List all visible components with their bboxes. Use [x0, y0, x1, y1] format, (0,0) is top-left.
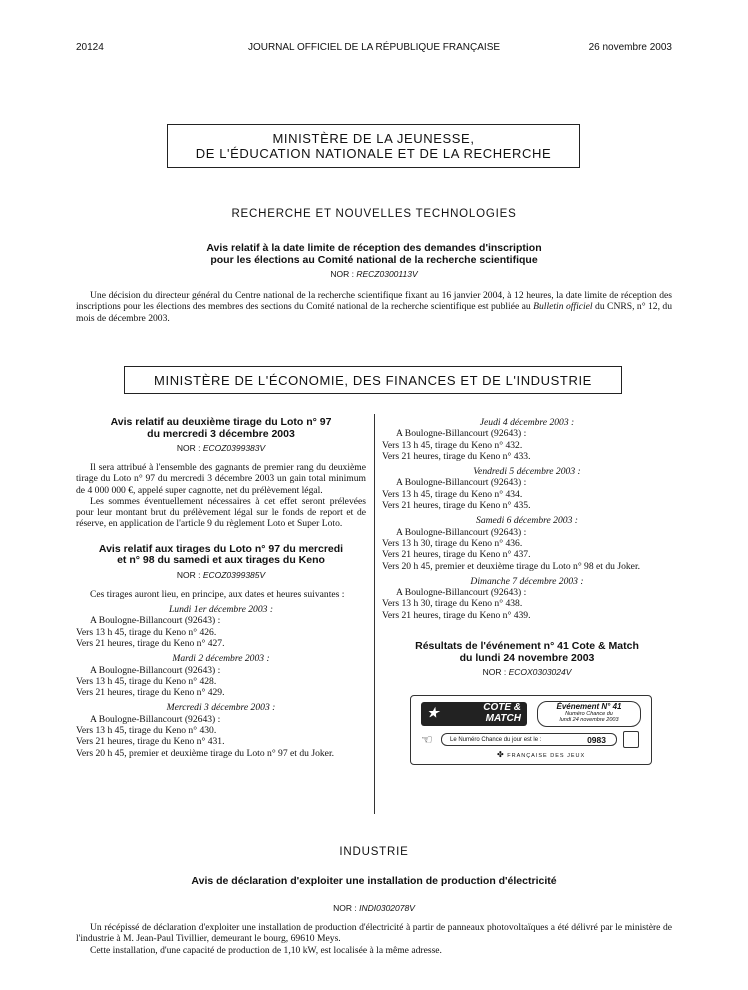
clover-icon: ✤	[497, 750, 505, 760]
ministry-jeunesse-box	[167, 124, 580, 168]
notice-cnrs-body-part2: du CNRS, n° 12, du mois de décembre 2003.	[76, 301, 672, 324]
event-sub2: lundi 24 novembre 2003	[559, 717, 619, 724]
cote-match-title-line1: Résultats de l'événement n° 41 Cote & Match	[415, 640, 639, 653]
nor-keno	[76, 570, 366, 580]
day-block-jeudi	[382, 417, 672, 462]
industrie-title: Avis de déclaration d'exploiter une installation de production d'électricité	[191, 875, 557, 887]
left-column	[76, 417, 366, 759]
day-heading: Lundi 1er décembre 2003 :	[168, 604, 274, 616]
nor-loto97	[76, 443, 366, 453]
page-number: 20124	[76, 42, 104, 53]
industrie-para1: Un récépissé de déclaration d'exploiter une installation de production d'électricité à partir de panneaux photovoltaïques a été délivré par le ministère de l'industrie à M. Jean-Paul Tivillier, demeurant le bourg, 69610 Meys.	[76, 922, 672, 945]
draw-line: Vers 21 heures, tirage du Keno n° 435.	[382, 500, 531, 512]
loto97-title-line2: du mercredi 3 décembre 2003	[147, 427, 295, 440]
draw-line: Vers 21 heures, tirage du Keno n° 439.	[382, 609, 531, 621]
draw-line: Vers 21 heures, tirage du Keno n° 429.	[76, 687, 225, 699]
chance-number: 0983	[587, 735, 606, 746]
event-title: Événement N° 41	[556, 702, 622, 712]
hand-icon: ☜	[421, 732, 433, 748]
bulletin-officiel-ref: Bulletin officiel	[533, 301, 593, 313]
fdj-label	[497, 750, 585, 759]
logo-line2: MATCH	[485, 713, 521, 725]
loto97-title	[76, 417, 366, 440]
event-sub1: Numéro Chance du	[565, 711, 613, 718]
day-place: A Boulogne-Billancourt (92643) :	[90, 615, 221, 627]
nor-cnrs	[0, 269, 748, 279]
issue-date: 26 novembre 2003	[588, 42, 672, 53]
cote-match-logo	[421, 702, 527, 726]
logo-line1: COTE &	[483, 702, 521, 714]
ministry-economie-label: MINISTÈRE DE L'ÉCONOMIE, DES FINANCES ET DE L'INDUSTRIE	[154, 373, 592, 388]
phone-icon	[623, 731, 639, 748]
draw-line: Vers 13 h 45, tirage du Keno n° 426.	[76, 626, 217, 638]
day-block-dimanche	[382, 576, 672, 621]
day-heading: Vendredi 5 décembre 2003 :	[473, 466, 581, 478]
section-heading-industrie: INDUSTRIE	[339, 846, 409, 858]
notice-cnrs-title-line1: Avis relatif à la date limite de réception des demandes d'inscription	[206, 242, 542, 254]
industrie-para2: Cette installation, d'une capacité de production de 1,10 kW, est localisée à la même adresse.	[90, 945, 442, 956]
ministry-line2: DE L'ÉDUCATION NATIONALE ET DE LA RECHERCHE	[195, 146, 552, 161]
keno-title-line2: et n° 98 du samedi et aux tirages du Keno	[117, 554, 325, 567]
draw-line: Vers 21 heures, tirage du Keno n° 437.	[382, 549, 531, 561]
day-block-mardi	[76, 653, 366, 698]
keno-title	[76, 544, 366, 567]
ministry-line1: MINISTÈRE DE LA JEUNESSE,	[272, 131, 475, 146]
nor-code: ECOZ0399383V	[202, 443, 266, 453]
loto97-title-line1: Avis relatif au deuxième tirage du Loto n° 97	[110, 416, 332, 428]
draw-line: Vers 13 h 45, tirage du Keno n° 430.	[76, 725, 217, 737]
nor-label: NOR :	[176, 443, 201, 453]
section-heading-recherche: RECHERCHE ET NOUVELLES TECHNOLOGIES	[231, 208, 517, 220]
day-heading: Samedi 6 décembre 2003 :	[476, 515, 578, 527]
draw-line-loto: Vers 20 h 45, premier et deuxième tirage du Loto n° 98 et du Joker.	[382, 560, 641, 572]
fdj-text: FRANÇAISE DES JEUX	[507, 753, 586, 760]
notice-cnrs-title-line2: pour les élections au Comité national de la recherche scientifique	[210, 253, 538, 266]
chance-label: Le Numéro Chance du jour est le :	[450, 737, 542, 744]
day-place: A Boulogne-Billancourt (92643) :	[396, 587, 527, 599]
cote-match-title	[382, 641, 672, 664]
day-place: A Boulogne-Billancourt (92643) :	[396, 526, 527, 538]
day-block-mercredi	[76, 702, 366, 758]
draw-line: Vers 21 heures, tirage du Keno n° 427.	[76, 637, 225, 649]
event-badge	[537, 701, 641, 727]
nor-code: INDI0302078V	[359, 903, 415, 913]
cote-match-ticket	[410, 695, 652, 765]
day-place: A Boulogne-Billancourt (92643) :	[90, 664, 221, 676]
draw-line: Vers 13 h 30, tirage du Keno n° 438.	[382, 598, 523, 610]
chance-number-box	[441, 733, 617, 746]
loto97-para1: Il sera attribué à l'ensemble des gagnants de premier rang du deuxième tirage du Loto n° 97 du mercredi 3 décembre 2003 un gain total minimum de 4 000 000 €, appelé super cagnotte, net du prélèvement légal.	[76, 462, 366, 496]
nor-label: NOR :	[333, 903, 357, 913]
keno-title-line1: Avis relatif aux tirages du Loto n° 97 du mercredi	[98, 542, 344, 555]
draw-line: Vers 21 heures, tirage du Keno n° 433.	[382, 450, 531, 462]
keno-intro: Ces tirages auront lieu, en principe, aux dates et heures suivantes :	[90, 588, 345, 600]
ministry-economie-box	[124, 366, 622, 394]
cote-match-title-line2: du lundi 24 novembre 2003	[459, 651, 595, 664]
right-column	[382, 417, 672, 765]
draw-line: Vers 13 h 45, tirage du Keno n° 432.	[382, 439, 523, 451]
star-icon: ★	[427, 705, 439, 721]
draw-line: Vers 13 h 30, tirage du Keno n° 436.	[382, 537, 523, 549]
day-block-lundi	[76, 604, 366, 649]
draw-line-loto: Vers 20 h 45, premier et deuxième tirage du Loto n° 97 et du Joker.	[76, 747, 335, 759]
day-block-vendredi	[382, 466, 672, 511]
nor-cote-match	[382, 667, 672, 677]
nor-code: RECZ0300113V	[356, 269, 418, 279]
nor-code: ECOX0303024V	[508, 667, 572, 678]
day-heading: Jeudi 4 décembre 2003 :	[479, 417, 575, 428]
day-heading: Mardi 2 décembre 2003 :	[172, 653, 270, 665]
nor-industrie	[0, 903, 748, 913]
day-place: A Boulogne-Billancourt (92643) :	[90, 713, 221, 725]
day-heading: Mercredi 3 décembre 2003 :	[166, 702, 276, 714]
notice-cnrs-body	[76, 290, 672, 324]
draw-line: Vers 21 heures, tirage du Keno n° 431.	[76, 736, 225, 748]
notice-cnrs-body-part1: Une décision du directeur général du Centre national de la recherche scientifique fixant au 16 janvier 2004, à 12 heures, la date limite de réception des inscriptions pour les élections des membres des sections du Comité national de la recherche scientifique est publiée au	[76, 290, 672, 313]
draw-line: Vers 13 h 45, tirage du Keno n° 434.	[382, 488, 523, 500]
day-place: A Boulogne-Billancourt (92643) :	[396, 428, 527, 440]
loto97-para2: Les sommes éventuellement nécessaires à cet effet seront prélevées pour leur montant brut du prélèvement légal sur le fonds de report et de réserve, en application de l'article 9 du règlement Loto et Super Loto.	[76, 495, 366, 530]
journal-title: JOURNAL OFFICIEL DE LA RÉPUBLIQUE FRANÇAISE	[247, 42, 501, 53]
day-block-samedi	[382, 515, 672, 571]
nor-label: NOR :	[176, 569, 201, 580]
nor-code: ECOZ0399385V	[202, 569, 266, 580]
notice-cnrs-title	[0, 243, 748, 266]
nor-label: NOR :	[330, 269, 354, 279]
day-place: A Boulogne-Billancourt (92643) :	[396, 477, 527, 489]
nor-label: NOR :	[482, 667, 507, 678]
column-divider	[374, 414, 375, 814]
draw-line: Vers 13 h 45, tirage du Keno n° 428.	[76, 675, 217, 687]
day-heading: Dimanche 7 décembre 2003 :	[470, 575, 584, 587]
